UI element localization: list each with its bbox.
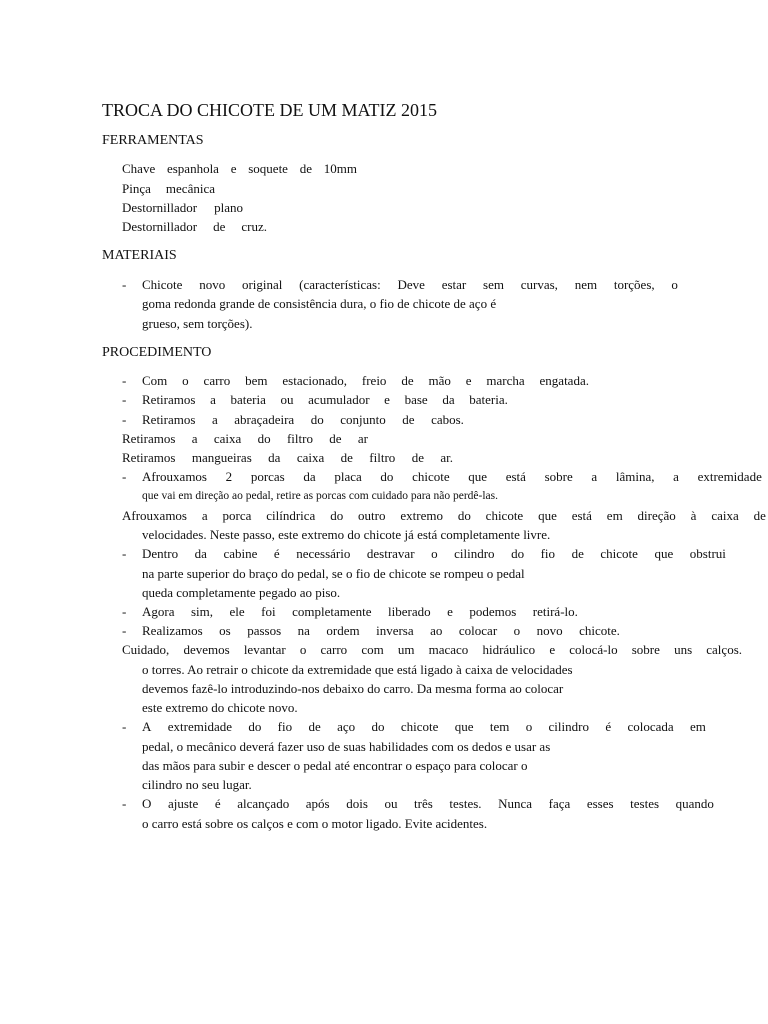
bullet-dash: - [122,277,127,292]
bullet-dash: - [122,546,127,561]
procedure-line: este extremo do chicote novo. [142,700,298,715]
section-heading-materiais: MATERIAIS [102,248,177,263]
procedure-line: que vai em direção ao pedal, retire as porcas com cuidado para não perdê-las. [142,490,499,502]
procedure-line: A extremidade do fio de aço do chicote que tem o cilindro é colocada em [142,719,706,734]
procedure-line: O ajuste é alcançado após dois ou três testes. Nunca faça esses testes quando [142,796,714,811]
bullet-dash: - [122,796,127,811]
procedure-line: Com o carro bem estacionado, freio de mão e marcha engatada. [142,373,589,388]
procedure-line: o torres. Ao retrair o chicote da extremidade que está ligado à caixa de velocidades [142,662,573,677]
tool-item: Destornillador de cruz. [122,219,267,234]
tool-item: Chave espanhola e soquete de 10mm [122,161,357,176]
bullet-dash: - [122,392,127,407]
tool-item: Destornillador plano [122,200,243,215]
procedure-line: Realizamos os passos na ordem inversa ao colocar o novo chicote. [142,623,620,638]
bullet-dash: - [122,412,127,427]
bullet-dash: - [122,719,127,734]
procedure-line: o carro está sobre os calços e com o motor ligado. Evite acidentes. [142,816,488,831]
material-line: grueso, sem torções). [142,316,253,331]
procedure-line: Retiramos mangueiras da caixa de filtro de ar. [122,450,453,465]
bullet-dash: - [122,623,127,638]
section-heading-ferramentas: FERRAMENTAS [102,133,204,148]
procedure-line: Afrouxamos 2 porcas da placa do chicote que está sobre a lâmina, a extremidade [142,469,762,484]
procedure-line: na parte superior do braço do pedal, se o fio de chicote se rompeu o pedal [142,566,525,581]
tool-item: Pinça mecânica [122,181,215,196]
procedure-line: cilindro no seu lugar. [142,777,252,792]
procedure-line: pedal, o mecânico deverá fazer uso de suas habilidades com os dedos e usar as [142,739,551,754]
bullet-dash: - [122,604,127,619]
bullet-dash: - [122,469,127,484]
procedure-line: Cuidado, devemos levantar o carro com um macaco hidráulico e colocá-lo sobre uns calços. [122,642,742,657]
procedure-line: Dentro da cabine é necessário destravar o cilindro do fio de chicote que obstrui [142,546,726,561]
section-heading-procedimento: PROCEDIMENTO [102,345,212,360]
procedure-line: Retiramos a abraçadeira do conjunto de cabos. [142,412,464,427]
procedure-line: queda completamente pegado ao piso. [142,585,341,600]
procedure-line: devemos fazê-lo introduzindo-nos debaixo do carro. Da mesma forma ao colocar [142,681,564,696]
material-line: Chicote novo original (características: Deve estar sem curvas, nem torções, o [142,277,678,292]
bullet-dash: - [122,373,127,388]
procedure-line: Agora sim, ele foi completamente liberado e podemos retirá-lo. [142,604,578,619]
material-line: goma redonda grande de consistência dura, o fio de chicote de aço é [142,296,497,311]
procedure-line: velocidades. Neste passo, este extremo do chicote já está completamente livre. [142,527,551,542]
procedure-line: das mãos para subir e descer o pedal até encontrar o espaço para colocar o [142,758,528,773]
document-title: TROCA DO CHICOTE DE UM MATIZ 2015 [102,100,437,120]
procedure-line: Retiramos a bateria ou acumulador e base da bateria. [142,392,508,407]
procedure-line: Retiramos a caixa do filtro de ar [122,431,368,446]
procedure-line: Afrouxamos a porca cilíndrica do outro extremo do chicote que está em direção à caixa de [122,508,766,523]
